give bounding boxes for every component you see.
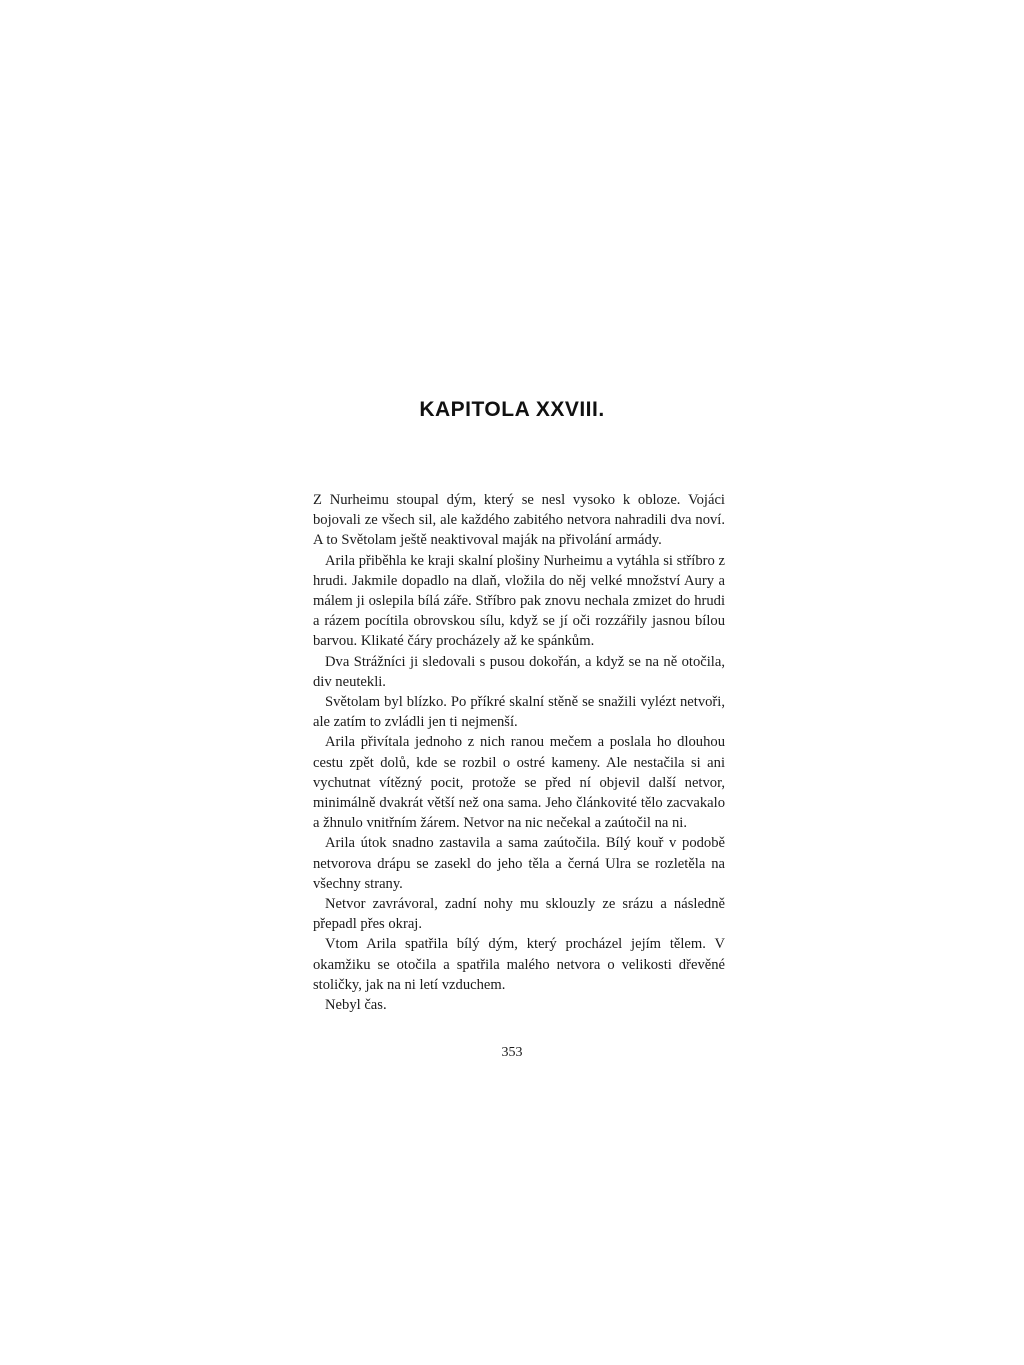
paragraph: Vtom Arila spatřila bílý dým, který procházel jejím tělem. V okamžiku se otočila a spatřila malého netvora o velikosti dřevěné stoličky, jak na ni letí vzduchem. <box>313 936 725 993</box>
paragraph: Arila přivítala jednoho z nich ranou mečem a poslala ho dlouhou cestu zpět dolů, kde se rozbil o ostré kameny. Ale nestačila si ani vychutnat vítězný pocit, protože se před ní objevil další netvor, minimálně dvakrát větší než ona sama. Jeho článkovité tělo zacvakalo a žhnulo vnitřním žárem. Netvor na nic nečekal a zaútočil na ni. <box>313 734 725 832</box>
chapter-text <box>313 490 725 1015</box>
paragraph: Nebyl čas. <box>325 997 387 1014</box>
paragraph: Arila útok snadno zastavila a sama zaútočila. Bílý kouř v podobě netvorova drápu se zasekl do jeho těla a černá Ulra se rozletěla na všechny strany. <box>313 835 725 892</box>
paragraph: Arila přiběhla ke kraji skalní plošiny Nurheimu a vytáhla si stříbro z hrudi. Jakmile dopadlo na dlaň, vložila do něj velké množství Aury a málem ji oslepila bílá záře. Stříbro pak znovu nechala zmizet do hrudi a rázem pocítila obrovskou sílu, když se jí oči rozzářily jasnou bílou barvou. Klikaté čáry procházely až ke spánkům. <box>313 552 725 650</box>
page-number: 353 <box>501 1045 523 1060</box>
chapter-title: KAPITOLA XXVIII. <box>419 398 605 421</box>
paragraph: Z Nurheimu stoupal dým, který se nesl vysoko k obloze. Vojáci bojovali ze všech sil, ale každého zabitého netvora nahradili dva noví. A to Světolam ještě neaktivoval maják na přivolání armády. <box>313 492 725 549</box>
paragraph: Dva Strážníci ji sledovali s pusou dokořán, a když se na ně otočila, div neutekli. <box>313 653 725 690</box>
paragraph: Světolam byl blízko. Po příkré skalní stěně se snažili vylézt netvoři, ale zatím to zvládli jen ti nejmenší. <box>313 694 725 731</box>
paragraph: Netvor zavrávoral, zadní nohy mu sklouzly ze srázu a následně přepadl přes okraj. <box>313 896 725 933</box>
